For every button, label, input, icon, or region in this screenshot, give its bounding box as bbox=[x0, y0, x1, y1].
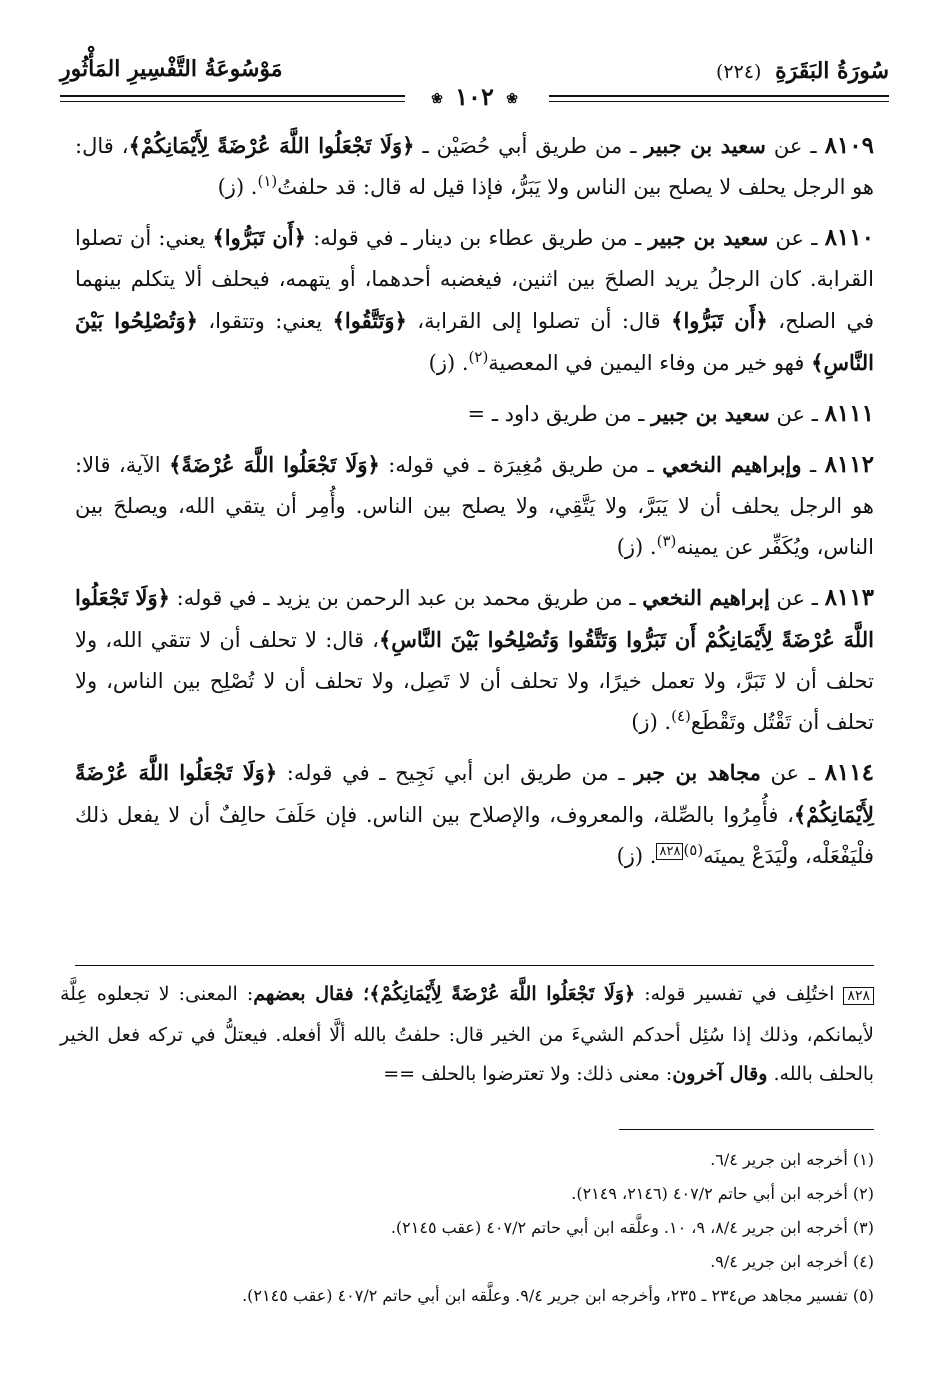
main-text bbox=[75, 125, 874, 886]
footnote-ref[interactable]: (٤) bbox=[671, 707, 691, 725]
commentary-text: اختُلِف في تفسير قوله: bbox=[635, 983, 844, 1005]
commentary-text: : المعنى: لا تجعلوه عِلَّة لأيمانكم، وذلك إذا سُئِل أحدكم الشيءَ من الخير قال: حلفتُ بالله ألَّا أفعله. فيعتلُّ في تركه فعل الخير بالحلف بالله. bbox=[60, 983, 874, 1085]
entry-number: ٨١١٤ bbox=[824, 759, 874, 786]
entry-text: ـ من طريق عطاء بن دينار ـ في قوله: bbox=[305, 226, 649, 250]
footnotes bbox=[75, 1143, 874, 1313]
entry-text: يعني: وتتقوا، bbox=[197, 309, 333, 333]
commentary-number-box: ٨٢٨ bbox=[843, 987, 874, 1005]
narrator-name: إبراهيم النخعي bbox=[642, 585, 770, 610]
footnote: (٣) أخرجه ابن جرير ٤/‏٨، ٩، ١٠. وعلَّقه ابن أبي حاتم ٢/‏٤٠٧ (عقب ٢١٤٥). bbox=[390, 1218, 874, 1237]
entry-number: ٨١١٣ bbox=[824, 584, 874, 611]
commentary-bold: وقال آخرون bbox=[672, 1063, 768, 1085]
narrator-name: سعيد بن جبير bbox=[651, 401, 770, 426]
narration-entry: ٨١٠٩ ـ عن سعيد بن جبير ـ من طريق أبي حُصَيْن ـ ﴿وَلَا تَجْعَلُوا اللَّهَ عُرْضَةً لِأَيْمَانِكُمْ﴾، قال: هو الرجل يحلف لا يصلح بين الناس ولا يَبَرُّ، فإذا قيل له قال: قد حلفتُ$^{(١)}$. (ز) bbox=[75, 132, 874, 199]
book-title: مَوْسُوعَةُ التَّفْسِيرِ المَأْثُورِ bbox=[60, 56, 283, 82]
surah-title: سُورَةُ البَقَرَةِ bbox=[775, 58, 889, 84]
surah-heading bbox=[716, 58, 889, 84]
commentary-separator bbox=[75, 965, 874, 966]
narration-entry: ٨١١٢ ـ وإبراهيم النخعي ـ من طريق مُغِيرَة ـ في قوله: ﴿وَلَا تَجْعَلُوا اللَّهَ عُرْضَةً﴾ الآية، قالا: هو الرجل يحلف أن لا يَبَرَّ، ولا يَتَّقِي، ولا يصلح بين الناس. وأُمِر أن يتقي الله، ويصلحَ بين الناس، ويُكَفِّر عن يمينه$^{(٣)}$. (ز) bbox=[75, 451, 874, 559]
footnote-ref[interactable]: (٣) bbox=[656, 532, 677, 550]
footnote: (٥) تفسير مجاهد ص٢٣٤ ـ ٢٣٥، وأخرجه ابن جرير ٤/‏٩. وعلَّقه ابن أبي حاتم ٢/‏٤٠٧ (عقب ٢١٤٥). bbox=[242, 1286, 874, 1305]
commentary-text: : معنى ذلك: ولا تعترضوا بالحلف == bbox=[383, 1063, 673, 1085]
narrator-name: مجاهد بن جبر bbox=[634, 760, 761, 785]
commentary-bold: ؛ فقال بعضهم bbox=[253, 983, 370, 1005]
entry-text: ـ من طريق محمد بن عبد الرحمن بن يزيد ـ في قوله: bbox=[169, 586, 643, 610]
entry-text: ـ من طريق ابن أبي نَجِيح ـ في قوله: bbox=[277, 761, 635, 785]
quran-quote: ﴿وَلَا تَجْعَلُوا اللَّهَ عُرْضَةً لِأَيْمَانِكُمْ أَن تَبَرُّوا وَتَتَّقُوا وَتُصْلِحُوا بَيْنَ النَّاسِ﴾ bbox=[75, 585, 874, 652]
verse-number: (٢٢٤) bbox=[716, 61, 762, 83]
entry-number: ٨١٠٩ bbox=[824, 132, 874, 159]
entry-text: الآية، قالا: هو الرجل يحلف أن لا يَبَرَّ، ولا يَتَّقِي، ولا يصلح بين الناس. وأُمِر أن يتقي الله، ويصلحَ بين الناس، ويُكَفِّر عن يمينه bbox=[75, 453, 874, 559]
commentary-ref-box[interactable]: ٨٢٨ bbox=[656, 843, 683, 860]
footnote: (٢) أخرجه ابن أبي حاتم ٢/‏٤٠٧ (٢١٤٦، ٢١٤٩). bbox=[571, 1184, 874, 1203]
footnote-separator bbox=[619, 1129, 874, 1130]
narration-entry: ٨١١٠ ـ عن سعيد بن جبير ـ من طريق عطاء بن دينار ـ في قوله: ﴿أَن تَبَرُّوا﴾ يعني: أن تصلوا القرابة. كان الرجلُ يريد الصلحَ بين اثنين، فيغضبه أحدهما، أو يتهمه، فيحلف ألا يتكلم بينهما في الصلح، ﴿أَن تَبَرُّوا﴾ قال: أن تصلوا إلى القرابة، ﴿وَتَتَّقُوا﴾ يعني: وتتقوا، ﴿وَتُصْلِحُوا بَيْنَ النَّاسِ﴾ فهو خير من وفاء اليمين في المعصية$^{(٢)}$. (ز) bbox=[75, 224, 875, 375]
narrator-name: وإبراهيم النخعي bbox=[662, 452, 802, 477]
narration-entry: ٨١١١ ـ عن سعيد بن جبير ـ من طريق داود ـ = bbox=[467, 400, 874, 427]
footnote: (١) أخرجه ابن جرير ٤/‏٦. bbox=[710, 1150, 874, 1169]
ornament-icon: ❀ bbox=[506, 90, 518, 107]
entry-text: ـ من طريق مُغِيرَة ـ في قوله: bbox=[379, 453, 663, 477]
footnote-ref[interactable]: (١) bbox=[257, 172, 278, 190]
commentary-note bbox=[60, 975, 874, 1094]
narration-entry: ٨١١٣ ـ عن إبراهيم النخعي ـ من طريق محمد بن عبد الرحمن بن يزيد ـ في قوله: ﴿وَلَا تَجْعَلُوا اللَّهَ عُرْضَةً لِأَيْمَانِكُمْ أَن تَبَرُّوا وَتَتَّقُوا وَتُصْلِحُوا بَيْنَ النَّاسِ﴾، قال: لا تحلف أن لا تتقي الله، ولا تحلف أن لا تَبَرَّ، ولا تعمل خيرًا، ولا تحلف أن لا تَصِل، ولا تحلف أن لا تُصْلِح بين الناس، ولا تحلف أن تَقْتُل وتَقْطَع$^{(٤)}$. (ز) bbox=[75, 584, 874, 734]
quran-quote: ﴿وَلَا تَجْعَلُوا اللَّهَ عُرْضَةً﴾ bbox=[169, 452, 380, 477]
entry-number: ٨١١٢ bbox=[824, 451, 874, 478]
entry-text: ـ من طريق داود ـ = bbox=[467, 402, 652, 426]
header-rule-left bbox=[60, 95, 405, 102]
entry-text: فهو خير من وفاء اليمين في المعصية bbox=[488, 351, 812, 375]
narrator-name: سعيد بن جبير bbox=[644, 133, 766, 158]
page-header bbox=[60, 52, 889, 114]
entry-text: ، قال: لا تحلف أن لا تتقي الله، ولا تحلف أن لا تَبَرَّ، ولا تعمل خيرًا، ولا تحلف أن لا تَصِل، ولا تحلف أن لا تُصْلِح بين الناس، ولا تحلف أن تَقْتُل وتَقْطَع bbox=[75, 628, 874, 734]
quran-quote: ﴿وَلَا تَجْعَلُوا اللَّهَ عُرْضَةً لِأَيْمَانِكُمْ﴾ bbox=[75, 760, 874, 827]
entry-end: . (ز) bbox=[631, 710, 672, 734]
entry-end: . (ز) bbox=[428, 351, 469, 375]
ornament-icon: ❀ bbox=[431, 90, 443, 107]
entry-number: ٨١١١ bbox=[824, 400, 874, 427]
quran-quote: ﴿وَلَا تَجْعَلُوا اللَّهَ عُرْضَةً لِأَيْمَانِكُمْ﴾ bbox=[369, 983, 636, 1005]
entry-text: ـ من طريق أبي حُصَيْن ـ bbox=[414, 134, 645, 158]
entry-end: . (ز) bbox=[217, 175, 258, 199]
quran-quote: ﴿وَلَا تَجْعَلُوا اللَّهَ عُرْضَةً لِأَيْمَانِكُمْ﴾ bbox=[128, 133, 415, 158]
footnote-ref[interactable]: (٥) bbox=[683, 841, 704, 859]
entry-end: . (ز) bbox=[616, 844, 657, 868]
header-rule-right bbox=[549, 95, 889, 102]
entry-text: قال: أن تصلوا إلى القرابة، bbox=[406, 309, 672, 333]
page-number-block bbox=[427, 82, 522, 111]
narration-entry: ٨١١٤ ـ عن مجاهد بن جبر ـ من طريق ابن أبي نَجِيح ـ في قوله: ﴿وَلَا تَجْعَلُوا اللَّهَ عُرْضَةً لِأَيْمَانِكُمْ﴾، فأُمِرُوا بالصِّلة، والمعروف، والإصلاح بين الناس. فإن حَلَفَ حالِفٌ أن لا يفعل ذلك فلْيَفْعَلْه، ولْيَدَعْ يمينَه$^{(٥)٨٢٨}$. (ز) bbox=[75, 759, 874, 868]
quran-quote: ﴿وَتَتَّقُوا﴾ bbox=[332, 308, 407, 333]
entry-text: يعني: أن تصلوا القرابة. كان الرجلُ يريد الصلحَ بين اثنين، فيغضبه أحدهما، أو يتهمه، فيحلف ألا يتكلم بينهما في الصلح، bbox=[75, 226, 875, 333]
entry-text: ، قال: هو الرجل يحلف لا يصلح بين الناس ولا يَبَرُّ، فإذا قيل له قال: قد حلفتُ bbox=[75, 134, 874, 199]
quran-quote: ﴿أَن تَبَرُّوا﴾ bbox=[212, 225, 306, 250]
footnote-ref[interactable]: (٢) bbox=[468, 348, 489, 366]
footnote: (٤) أخرجه ابن جرير ٤/‏٩. bbox=[710, 1252, 874, 1271]
quran-quote: ﴿وَتُصْلِحُوا بَيْنَ النَّاسِ﴾ bbox=[75, 308, 874, 375]
narrator-name: سعيد بن جبير bbox=[648, 225, 769, 250]
quran-quote: ﴿أَن تَبَرُّوا﴾ bbox=[671, 308, 768, 333]
entry-text: ، فأُمِرُوا بالصِّلة، والمعروف، والإصلاح بين الناس. فإن حَلَفَ حالِفٌ أن لا يفعل ذلك فلْيَفْعَلْه، ولْيَدَعْ يمينَه bbox=[75, 803, 874, 868]
page-number: ١٠٢ bbox=[455, 82, 494, 111]
entry-end: . (ز) bbox=[616, 535, 657, 559]
entry-number: ٨١١٠ bbox=[824, 224, 874, 251]
